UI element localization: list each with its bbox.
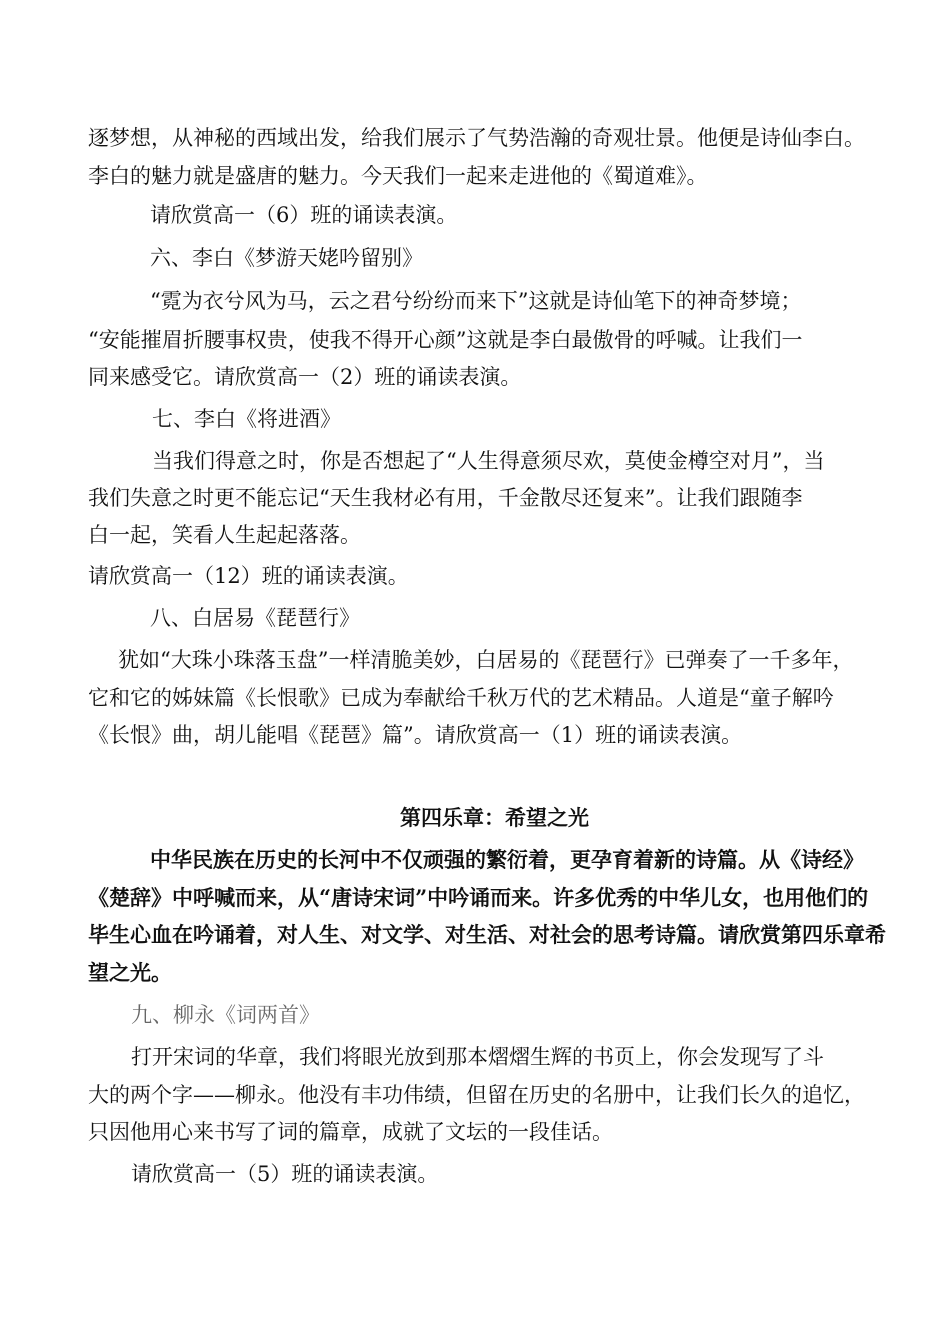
chapter-four-line-2: 《楚辞》中呼喊而来，从“唐诗宋词”中吟诵而来。许多优秀的中华儿女，也用他们的: [88, 885, 869, 910]
liuyong-invite: 请欣赏高一（5）班的诵读表演。: [131, 1162, 439, 1186]
chapter-four-line-4: 望之光。: [88, 960, 172, 985]
section-heading-pipa: 八、白居易《琵琶行》: [150, 606, 360, 630]
dream-line-2: “安能摧眉折腰事权贵，使我不得开心颜”这就是李白最傲骨的呼喊。让我们一: [88, 328, 803, 352]
dream-line-3: 同来感受它。请欣赏高一（2）班的诵读表演。: [88, 365, 522, 389]
shu-intro-line-2: 李白的魅力就是盛唐的魅力。今天我们一起来走进他的《蜀道难》。: [88, 164, 708, 188]
shu-invite: 请欣赏高一（6）班的诵读表演。: [150, 203, 458, 227]
dream-line-1: “霓为衣兮风为马，云之君兮纷纷而来下”这就是诗仙笔下的神奇梦境；: [150, 289, 802, 313]
shu-intro-line-1: 逐梦想，从神秘的西域出发，给我们展示了气势浩瀚的奇观壮景。他便是诗仙李白。: [88, 126, 865, 150]
pipa-line-1: 犹如“大珠小珠落玉盘”一样清脆美妙，白居易的《琵琶行》已弹奏了一千多年，: [118, 648, 854, 672]
wine-invite: 请欣赏高一（12）班的诵读表演。: [88, 564, 409, 588]
wine-line-3: 白一起，笑看人生起起落落。: [88, 523, 361, 547]
liuyong-line-3: 只因他用心来书写了词的篇章，成就了文坛的一段佳话。: [88, 1120, 613, 1144]
liuyong-line-2: 大的两个字——柳永。他没有丰功伟绩，但留在历史的名册中，让我们长久的追忆，: [88, 1083, 865, 1107]
section-heading-dream: 六、李白《梦游天姥吟留别》: [150, 246, 423, 270]
section-heading-liuyong: 九、柳永《词两首》: [131, 1003, 320, 1027]
chapter-four-title: 第四乐章：希望之光: [400, 805, 589, 830]
section-heading-wine: 七、李白《将进酒》: [152, 407, 341, 431]
wine-line-1: 当我们得意之时，你是否想起了“人生得意须尽欢，莫使金樽空对月”，当: [152, 449, 825, 473]
pipa-line-2: 它和它的姊妹篇《长恨歌》已成为奉献给千秋万代的艺术精品。人道是“童子解吟: [88, 686, 834, 710]
chapter-four-line-3: 毕生心血在吟诵着，对人生、对文学、对生活、对社会的思考诗篇。请欣赏第四乐章希: [88, 922, 886, 947]
pipa-line-3: 《长恨》曲，胡儿能唱《琵琶》篇”。请欣赏高一（1）班的诵读表演。: [88, 723, 743, 747]
liuyong-line-1: 打开宋词的华章，我们将眼光放到那本熠熠生辉的书页上，你会发现写了斗: [131, 1045, 824, 1069]
chapter-four-line-1: 中华民族在历史的长河中不仅顽强的繁衍着，更孕育着新的诗篇。从《诗经》: [150, 847, 864, 872]
wine-line-2: 我们失意之时更不能忘记“天生我材必有用，千金散尽还复来”。让我们跟随李: [88, 486, 803, 510]
